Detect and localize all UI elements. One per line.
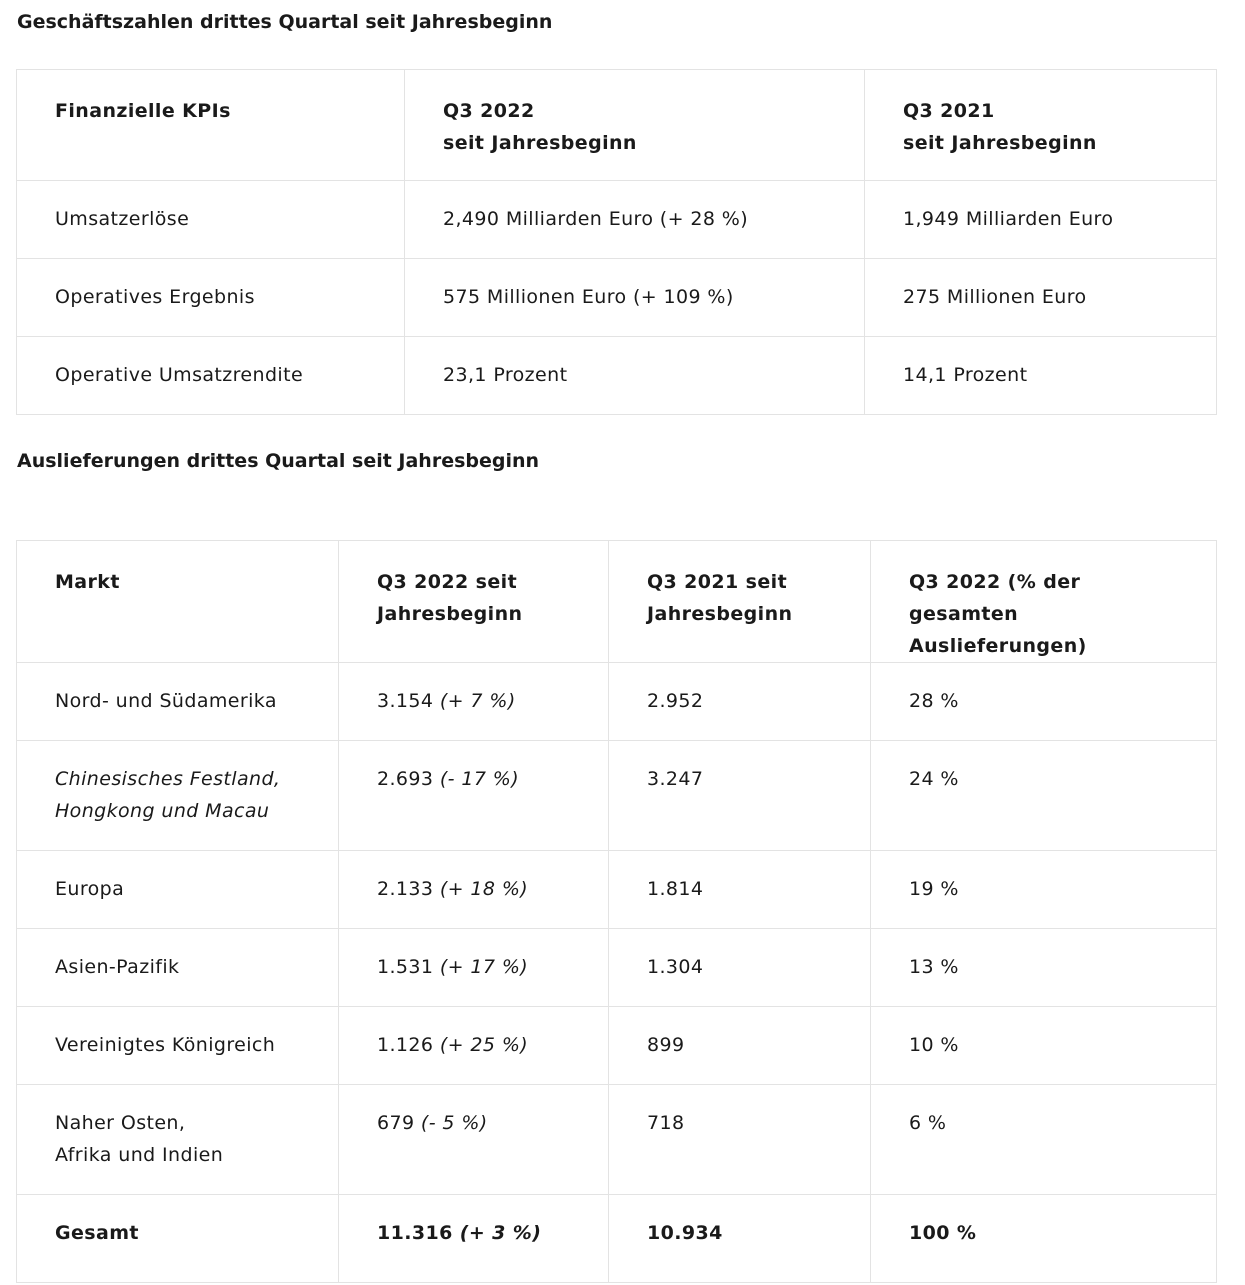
deliveries-2021: 718 — [609, 1085, 871, 1195]
kpi-header-row — [17, 70, 1217, 181]
kpi-value-2022: 2,490 Milliarden Euro (+ 28 %) — [405, 181, 865, 259]
change-percent: (+ 17 %) — [439, 956, 529, 978]
deliveries-header-q3-2022: Q3 2022 seit Jahresbeginn — [339, 541, 609, 663]
deliveries-header-q3-2021: Q3 2021 seit Jahresbeginn — [609, 541, 871, 663]
deliveries-2022: 1.126 (+ 25 %) — [339, 1007, 609, 1085]
kpi-value-2022: 23,1 Prozent — [405, 337, 865, 415]
deliveries-row — [17, 929, 1217, 1007]
deliveries-row — [17, 1007, 1217, 1085]
deliveries-2021: 1.304 — [609, 929, 871, 1007]
kpi-label: Operatives Ergebnis — [17, 259, 405, 337]
deliveries-2021: 899 — [609, 1007, 871, 1085]
change-percent: (+ 7 %) — [439, 690, 516, 712]
deliveries-2022: 2.693 (- 17 %) — [339, 741, 609, 851]
kpi-value-2022: 575 Millionen Euro (+ 109 %) — [405, 259, 865, 337]
deliveries-total-row — [17, 1195, 1217, 1283]
deliveries-row — [17, 851, 1217, 929]
kpi-header-q3-2022: Q3 2022 seit Jahresbeginn — [405, 70, 865, 181]
change-percent: (- 17 %) — [439, 768, 520, 790]
kpi-row-margin — [17, 337, 1217, 415]
deliveries-row — [17, 1085, 1217, 1195]
deliveries-2022: 3.154 (+ 7 %) — [339, 663, 609, 741]
deliveries-table — [16, 540, 1217, 1283]
delivery-share: 28 % — [871, 663, 1217, 741]
delivery-share: 24 % — [871, 741, 1217, 851]
delivery-share: 19 % — [871, 851, 1217, 929]
total-share: 100 % — [871, 1195, 1217, 1283]
market-name: Vereinigtes Königreich — [17, 1007, 339, 1085]
kpi-header-kpi: Finanzielle KPIs — [17, 70, 405, 181]
change-percent: (- 5 %) — [420, 1112, 488, 1134]
deliveries-2021: 1.814 — [609, 851, 871, 929]
kpi-value-2021: 275 Millionen Euro — [865, 259, 1217, 337]
kpi-row-operating-result — [17, 259, 1217, 337]
change-percent: (+ 25 %) — [439, 1034, 529, 1056]
deliveries-row — [17, 741, 1217, 851]
delivery-share: 6 % — [871, 1085, 1217, 1195]
deliveries-header-market: Markt — [17, 541, 339, 663]
kpi-value-2021: 1,949 Milliarden Euro — [865, 181, 1217, 259]
kpi-label: Operative Umsatzrendite — [17, 337, 405, 415]
market-name: Naher Osten, Afrika und Indien — [17, 1085, 339, 1195]
market-name: Asien-Pazifik — [17, 929, 339, 1007]
change-percent: (+ 18 %) — [439, 878, 529, 900]
market-name: Europa — [17, 851, 339, 929]
kpi-header-q3-2021: Q3 2021 seit Jahresbeginn — [865, 70, 1217, 181]
deliveries-2022: 679 (- 5 %) — [339, 1085, 609, 1195]
delivery-share: 10 % — [871, 1007, 1217, 1085]
deliveries-2021: 3.247 — [609, 741, 871, 851]
kpi-value-2021: 14,1 Prozent — [865, 337, 1217, 415]
delivery-share: 13 % — [871, 929, 1217, 1007]
total-label: Gesamt — [17, 1195, 339, 1283]
deliveries-header-share: Q3 2022 (% der gesamten Auslieferungen) — [871, 541, 1217, 663]
total-change-percent: (+ 3 %) — [459, 1222, 542, 1244]
deliveries-section-title: Auslieferungen drittes Quartal seit Jahresbeginn — [17, 450, 540, 472]
market-name: Chinesisches Festland, Hongkong und Macau — [17, 741, 339, 851]
kpi-row-revenue — [17, 181, 1217, 259]
deliveries-row — [17, 663, 1217, 741]
deliveries-2022: 1.531 (+ 17 %) — [339, 929, 609, 1007]
total-2022: 11.316 (+ 3 %) — [339, 1195, 609, 1283]
kpi-label: Umsatzerlöse — [17, 181, 405, 259]
kpi-section-title: Geschäftszahlen drittes Quartal seit Jahresbeginn — [17, 11, 553, 33]
deliveries-header-row — [17, 541, 1217, 663]
total-2021: 10.934 — [609, 1195, 871, 1283]
deliveries-2022: 2.133 (+ 18 %) — [339, 851, 609, 929]
market-name: Nord- und Südamerika — [17, 663, 339, 741]
deliveries-2021: 2.952 — [609, 663, 871, 741]
kpi-table — [16, 69, 1217, 415]
